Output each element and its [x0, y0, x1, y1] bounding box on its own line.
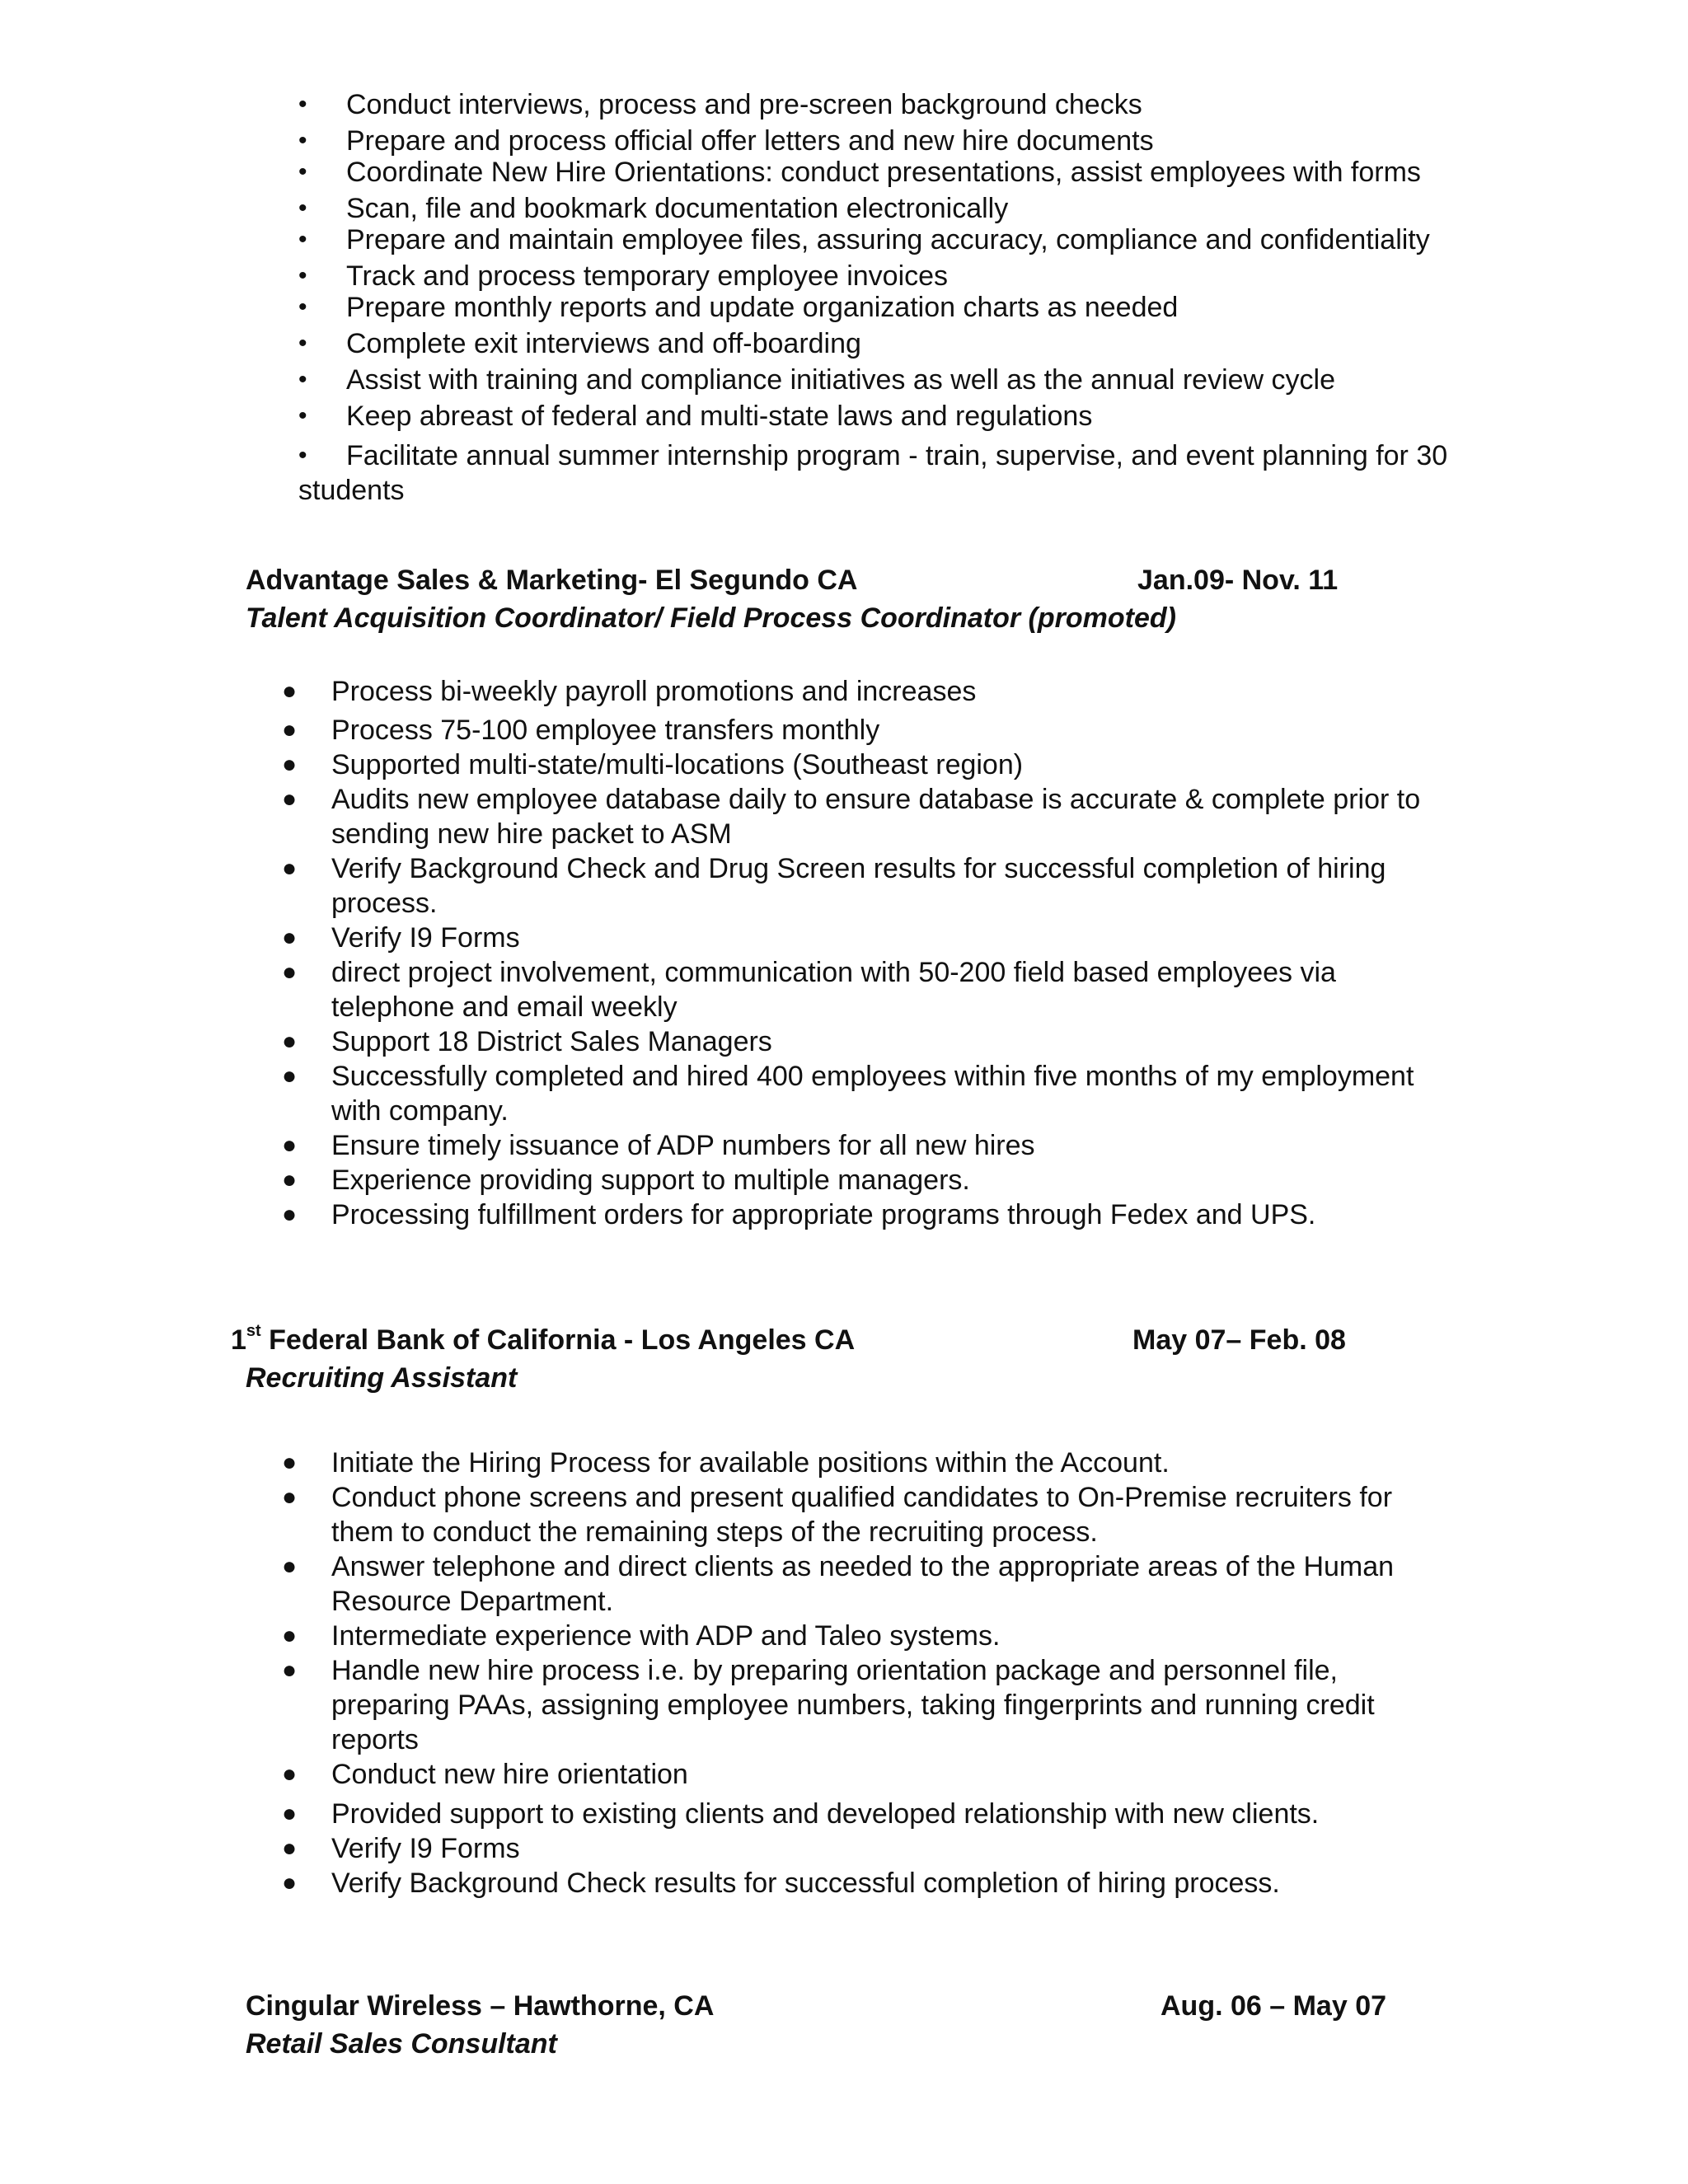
bullet-icon: ● [282, 1449, 298, 1476]
list-item: • Keep abreast of federal and multi-state laws and regulations [298, 401, 1093, 432]
list-item: • Prepare and maintain employee files, assuring accuracy, compliance and confidentiality [298, 224, 1430, 255]
list-item: ● Supported multi-state/multi-locations (Southeast region) [282, 749, 1024, 780]
company-name: Cingular Wireless – Hawthorne, CA [246, 1990, 715, 2022]
list-item: • Prepare and process official offer letters and new hire documents [298, 125, 1154, 157]
bullet-icon: ● [282, 751, 298, 778]
bullet-icon: ● [282, 1166, 298, 1193]
employment-dates: May 07– Feb. 08 [1132, 1324, 1346, 1356]
bullet-icon: • [298, 366, 307, 393]
bullet-icon: ● [282, 1835, 298, 1862]
bullet-icon: ● [282, 1201, 298, 1228]
list-item: ● Experience providing support to multiple managers. [282, 1165, 970, 1196]
bullet-icon: ● [282, 1132, 298, 1159]
list-item: ● Verify Background Check results for successful completion of hiring process. [282, 1868, 1280, 1899]
list-item: ● direct project involvement, communication with 50-200 field based employees via telephone and email weekly [282, 957, 1336, 1023]
list-item: ● Processing fulfillment orders for appropriate programs through Fedex and UPS. [282, 1199, 1316, 1230]
list-item: ● Process 75-100 employee transfers monthly [282, 715, 880, 746]
bullet-icon: • [298, 194, 307, 222]
bullet-icon: • [298, 262, 307, 289]
bullet-icon: ● [282, 1657, 298, 1684]
job-title: Recruiting Assistant [246, 1362, 518, 1394]
list-item: ● Provided support to existing clients and developed relationship with new clients. [282, 1798, 1320, 1830]
bullet-icon: • [298, 158, 307, 185]
list-item: ● Verify Background Check and Drug Screen results for successful completion of hiring process. [282, 853, 1386, 919]
list-item: ● Intermediate experience with ADP and Taleo systems. [282, 1620, 1001, 1652]
job-title: Talent Acquisition Coordinator/ Field Process Coordinator (promoted) [246, 602, 1176, 634]
employment-dates: Aug. 06 – May 07 [1160, 1990, 1387, 2022]
company-name: 1st Federal Bank of California - Los Angeles CA [231, 1321, 856, 1356]
company-name: Advantage Sales & Marketing- El Segundo CA [246, 565, 858, 596]
list-item: ● Verify I9 Forms [282, 1833, 520, 1864]
job-title: Retail Sales Consultant [246, 2028, 557, 2060]
bullet-icon: ● [282, 958, 298, 986]
bullet-icon: ● [282, 1800, 298, 1827]
list-item: ● Ensure timely issuance of ADP numbers for all new hires [282, 1130, 1035, 1161]
list-item: • Facilitate annual summer internship program - train, supervise, and event planning for 30 students [298, 440, 1448, 506]
bullet-icon: ● [282, 785, 298, 813]
bullet-icon: ● [282, 1760, 298, 1788]
employment-dates: Jan.09- Nov. 11 [1137, 565, 1339, 596]
list-item: ● Successfully completed and hired 400 employees within five months of my employment with company. [282, 1061, 1414, 1127]
bullet-icon: ● [282, 924, 298, 951]
list-item: ● Conduct new hire orientation [282, 1759, 688, 1790]
list-item: ● Handle new hire process i.e. by preparing orientation package and personnel file, preparing PAAs, assigning employee numbers, taking fingerprints and running credit reports [282, 1655, 1375, 1755]
responsibilities-list [282, 674, 1436, 1232]
bullet-icon: ● [282, 677, 298, 705]
bullet-icon: • [298, 442, 307, 469]
list-item: • Conduct interviews, process and pre-screen background checks [298, 89, 1142, 120]
list-item: • Prepare monthly reports and update organization charts as needed [298, 292, 1179, 323]
bullet-icon: ● [282, 1483, 298, 1511]
list-item: • Coordinate New Hire Orientations: conduct presentations, assist employees with forms [298, 157, 1421, 188]
bullet-icon: • [298, 293, 307, 321]
bullet-icon: • [298, 330, 307, 357]
bullet-icon: ● [282, 855, 298, 882]
list-item: • Track and process temporary employee invoices [298, 260, 949, 292]
bullet-icon: ● [282, 1028, 298, 1055]
list-item: ● Answer telephone and direct clients as needed to the appropriate areas of the Human Resource Department. [282, 1551, 1395, 1617]
list-item: ● Process bi-weekly payroll promotions and increases [282, 676, 977, 707]
list-item: ● Conduct phone screens and present qualified candidates to On-Premise recruiters for them to conduct the remaining steps of the recruiting process. [282, 1482, 1393, 1548]
list-item: ● Initiate the Hiring Process for available positions within the Account. [282, 1447, 1170, 1479]
bullet-icon: • [298, 127, 307, 154]
list-item: ● Audits new employee database daily to ensure database is accurate & complete prior to sending new hire packet to ASM [282, 784, 1421, 850]
list-item: ● Support 18 District Sales Managers [282, 1026, 772, 1057]
bullet-icon: ● [282, 716, 298, 743]
list-item: • Scan, file and bookmark documentation electronically [298, 193, 1009, 224]
list-item: • Assist with training and compliance initiatives as well as the annual review cycle [298, 364, 1336, 396]
bullet-icon: ● [282, 1869, 298, 1896]
responsibilities-list [298, 87, 1452, 509]
list-item: ● Verify I9 Forms [282, 922, 520, 954]
bullet-icon: • [298, 402, 307, 429]
bullet-icon: ● [282, 1062, 298, 1090]
bullet-icon: • [298, 226, 307, 253]
bullet-icon: ● [282, 1553, 298, 1580]
responsibilities-list [282, 1446, 1436, 1900]
bullet-icon: ● [282, 1622, 298, 1649]
list-item: • Complete exit interviews and off-boarding [298, 328, 861, 359]
bullet-icon: • [298, 91, 307, 118]
